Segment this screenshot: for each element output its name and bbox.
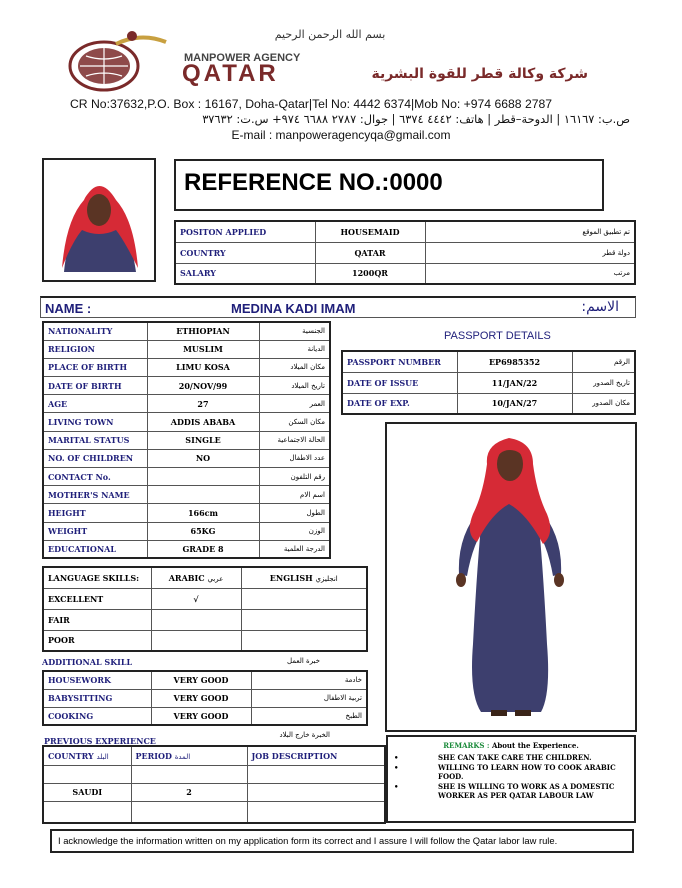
experience-title: PREVIOUS EXPERIENCE bbox=[44, 736, 156, 746]
table-row bbox=[43, 746, 385, 765]
poor-english bbox=[241, 630, 367, 651]
table-row bbox=[43, 431, 330, 449]
exp-period-header-en: PERIOD bbox=[135, 750, 172, 761]
personal-value: 27 bbox=[147, 395, 259, 413]
table-row bbox=[43, 358, 330, 376]
exp-period-cell bbox=[131, 765, 247, 783]
exp-country-header bbox=[43, 746, 131, 765]
personal-label-ar: الطول bbox=[259, 504, 330, 522]
personal-label: EDUCATIONAL bbox=[43, 540, 147, 558]
table-row bbox=[175, 221, 635, 242]
table-row bbox=[43, 783, 385, 801]
table-row bbox=[43, 765, 385, 783]
personal-label: PLACE OF BIRTH bbox=[43, 358, 147, 376]
exp-period-header-ar: المدة bbox=[174, 752, 191, 761]
personal-label: CONTACT No. bbox=[43, 468, 147, 486]
personal-label: NO. OF CHILDREN bbox=[43, 449, 147, 467]
table-row bbox=[342, 351, 635, 372]
personal-label-ar: اسم الام bbox=[259, 486, 330, 504]
exp-period-cell: 2 bbox=[131, 783, 247, 801]
personal-label: LIVING TOWN bbox=[43, 413, 147, 431]
passport-number-value: EP6985352 bbox=[457, 351, 572, 372]
experience-title-ar: الخبرة خارج البلاد bbox=[279, 731, 330, 739]
personal-label: NATIONALITY bbox=[43, 322, 147, 340]
personal-value: LIMU KOSA bbox=[147, 358, 259, 376]
arabic-header-en: ARABIC bbox=[168, 572, 205, 583]
list-item: • SHE IS WILLING TO WORK AS A DOMESTIC WORKER AS PER QATAR LABOUR LAW bbox=[394, 782, 628, 800]
exp-country-header-ar: البلد bbox=[96, 752, 109, 761]
position-label-ar: تم تطبيق الموقع bbox=[425, 221, 635, 242]
personal-label: DATE OF BIRTH bbox=[43, 377, 147, 395]
exp-job-cell bbox=[247, 765, 385, 783]
expiry-date-value: 10/JAN/27 bbox=[457, 393, 572, 414]
personal-label: AGE bbox=[43, 395, 147, 413]
exp-country-cell bbox=[43, 801, 131, 823]
babysitting-label: BABYSITTING bbox=[43, 689, 151, 707]
table-row bbox=[43, 588, 367, 609]
agency-name-qatar: QATAR bbox=[182, 60, 279, 87]
name-bar bbox=[40, 296, 636, 318]
issue-date-ar: تاريخ الصدور bbox=[572, 372, 635, 393]
table-row bbox=[43, 504, 330, 522]
country-value: QATAR bbox=[315, 242, 425, 263]
housework-ar: خادمة bbox=[251, 671, 367, 689]
table-row bbox=[43, 377, 330, 395]
babysitting-value: VERY GOOD bbox=[151, 689, 251, 707]
personal-details-table bbox=[42, 321, 331, 559]
table-row bbox=[175, 263, 635, 284]
table-row bbox=[43, 468, 330, 486]
reference-box bbox=[174, 159, 604, 211]
english-header-ar: انجليزي bbox=[315, 574, 338, 583]
remarks-subtitle: About the Experience. bbox=[491, 741, 579, 750]
additional-skill-table bbox=[42, 670, 368, 726]
personal-label-ar: رقم التلفون bbox=[259, 468, 330, 486]
personal-value: MUSLIM bbox=[147, 340, 259, 358]
exp-country-cell bbox=[43, 765, 131, 783]
personal-value bbox=[147, 486, 259, 504]
remarks-box bbox=[386, 735, 636, 823]
remark-text: WILLING TO LEARN HOW TO COOK ARABIC FOOD. bbox=[438, 763, 616, 781]
excellent-english bbox=[241, 588, 367, 609]
personal-value: 20/NOV/99 bbox=[147, 377, 259, 395]
acknowledgement-text: I acknowledge the information written on my application form its correct and I assure I will follow the Qatar labor law rule. bbox=[58, 835, 558, 846]
table-row bbox=[43, 340, 330, 358]
remark-text: SHE IS WILLING TO WORK AS A DOMESTIC WORKER AS PER QATAR LABOUR LAW bbox=[438, 782, 615, 800]
table-row bbox=[43, 522, 330, 540]
passport-number-label: PASSPORT NUMBER bbox=[342, 351, 457, 372]
english-header-en: ENGLISH bbox=[269, 572, 313, 583]
contact-arabic: ص.ب: ١٦١٦٧ | الدوحة–قطر | هاتف: ٤٤٤٢ ٦٣٧٤ | جوال: ٢٧٨٧ ٦٦٨٨ ٩٧٤+ س.ت: ٣٧٦٣٢ bbox=[202, 112, 630, 126]
personal-value: ADDIS ABABA bbox=[147, 413, 259, 431]
remarks-heading bbox=[394, 741, 628, 750]
babysitting-ar: تربية الاطفال bbox=[251, 689, 367, 707]
issue-date-value: 11/JAN/22 bbox=[457, 372, 572, 393]
table-row bbox=[43, 449, 330, 467]
name-label-ar: الاسم: bbox=[581, 299, 619, 315]
full-body-photo bbox=[385, 422, 637, 732]
level-fair: FAIR bbox=[43, 609, 151, 630]
remark-text: SHE CAN TAKE CARE THE CHILDREN. bbox=[438, 753, 592, 762]
housework-label: HOUSEWORK bbox=[43, 671, 151, 689]
personal-label-ar: تاريخ الميلاد bbox=[259, 377, 330, 395]
table-row bbox=[342, 372, 635, 393]
country-label: COUNTRY bbox=[175, 242, 315, 263]
personal-label-ar: الحالة الاجتماعية bbox=[259, 431, 330, 449]
cooking-ar: الطبخ bbox=[251, 707, 367, 725]
contact-english: CR No:37632,P.O. Box : 16167, Doha-Qatar|Tel No: 4442 6374|Mob No: +974 6688 2787 bbox=[70, 97, 553, 111]
table-row bbox=[43, 413, 330, 431]
salary-label-ar: مرتب bbox=[425, 263, 635, 284]
bismillah-text: بسم الله الرحمن الرحيم bbox=[274, 28, 386, 41]
agency-logo bbox=[66, 28, 178, 96]
personal-label: MOTHER'S NAME bbox=[43, 486, 147, 504]
arabic-header-ar: عربي bbox=[207, 574, 224, 583]
table-row bbox=[43, 671, 367, 689]
exp-country-header-en: COUNTRY bbox=[48, 750, 94, 761]
fair-arabic bbox=[151, 609, 241, 630]
level-excellent: EXCELLENT bbox=[43, 588, 151, 609]
position-value: HOUSEMAID bbox=[315, 221, 425, 242]
table-row bbox=[43, 801, 385, 823]
personal-label-ar: الديانة bbox=[259, 340, 330, 358]
applicant-name: MEDINA KADI IMAM bbox=[231, 301, 356, 316]
additional-skill-title-ar: خبرة العمل bbox=[287, 657, 320, 665]
exp-country-cell: SAUDI bbox=[43, 783, 131, 801]
table-row bbox=[43, 689, 367, 707]
salary-value: 1200QR bbox=[315, 263, 425, 284]
passport-title: PASSPORT DETAILS bbox=[444, 330, 551, 342]
expiry-date-ar: مكان الصدور bbox=[572, 393, 635, 414]
personal-label-ar: عدد الاطفال bbox=[259, 449, 330, 467]
table-row bbox=[43, 567, 367, 588]
remarks-title: REMARKS : bbox=[443, 741, 490, 750]
personal-value bbox=[147, 468, 259, 486]
personal-label: WEIGHT bbox=[43, 522, 147, 540]
experience-table bbox=[42, 745, 386, 824]
personal-label-ar: مكان السكن bbox=[259, 413, 330, 431]
portrait-photo bbox=[42, 158, 156, 282]
level-poor: POOR bbox=[43, 630, 151, 651]
salary-label: SALARY bbox=[175, 263, 315, 284]
reference-number: REFERENCE NO.:0000 bbox=[184, 169, 443, 196]
table-row bbox=[43, 486, 330, 504]
table-row bbox=[175, 242, 635, 263]
table-row bbox=[43, 707, 367, 725]
table-row bbox=[43, 395, 330, 413]
table-row bbox=[43, 540, 330, 558]
arabic-header bbox=[151, 567, 241, 588]
country-label-ar: دولة قطر bbox=[425, 242, 635, 263]
personal-label: HEIGHT bbox=[43, 504, 147, 522]
personal-label-ar: مكان الميلاد bbox=[259, 358, 330, 376]
agency-name-arabic: شركة وكالة قطر للقوة البشرية bbox=[371, 66, 588, 82]
poor-arabic bbox=[151, 630, 241, 651]
list-item: • WILLING TO LEARN HOW TO COOK ARABIC FOOD. bbox=[394, 763, 628, 781]
cooking-value: VERY GOOD bbox=[151, 707, 251, 725]
personal-label-ar: الجنسية bbox=[259, 322, 330, 340]
personal-label-ar: العمر bbox=[259, 395, 330, 413]
personal-label: MARITAL STATUS bbox=[43, 431, 147, 449]
language-table bbox=[42, 566, 368, 652]
table-row bbox=[43, 322, 330, 340]
email: E-mail : manpoweragencyqa@gmail.com bbox=[231, 128, 451, 142]
exp-period-cell bbox=[131, 801, 247, 823]
name-label: NAME : bbox=[45, 301, 92, 316]
fair-english bbox=[241, 609, 367, 630]
issue-date-label: DATE OF ISSUE bbox=[342, 372, 457, 393]
agency-name-top: MANPOWER AGENCY bbox=[184, 52, 301, 64]
exp-period-header bbox=[131, 746, 247, 765]
personal-value: SINGLE bbox=[147, 431, 259, 449]
personal-value: ETHIOPIAN bbox=[147, 322, 259, 340]
language-skills-header: LANGUAGE SKILLS: bbox=[43, 567, 151, 588]
exp-job-cell bbox=[247, 801, 385, 823]
personal-value: GRADE 8 bbox=[147, 540, 259, 558]
exp-job-cell bbox=[247, 783, 385, 801]
position-table bbox=[174, 220, 636, 285]
personal-value: 166cm bbox=[147, 504, 259, 522]
passport-table bbox=[341, 350, 636, 415]
expiry-date-label: DATE OF EXP. bbox=[342, 393, 457, 414]
housework-value: VERY GOOD bbox=[151, 671, 251, 689]
cooking-label: COOKING bbox=[43, 707, 151, 725]
table-row bbox=[342, 393, 635, 414]
remarks-list bbox=[394, 753, 628, 800]
personal-label-ar: الوزن bbox=[259, 522, 330, 540]
acknowledgement-box bbox=[50, 829, 634, 853]
english-header bbox=[241, 567, 367, 588]
excellent-arabic: √ bbox=[151, 588, 241, 609]
position-label: POSITON APPLIED bbox=[175, 221, 315, 242]
additional-skill-title: ADDITIONAL SKILL bbox=[42, 657, 133, 667]
personal-value: NO bbox=[147, 449, 259, 467]
personal-label-ar: الدرجة العلمية bbox=[259, 540, 330, 558]
table-row bbox=[43, 609, 367, 630]
exp-job-header: JOB DESCRIPTION bbox=[247, 746, 385, 765]
personal-value: 65KG bbox=[147, 522, 259, 540]
personal-label: RELIGION bbox=[43, 340, 147, 358]
passport-number-ar: الرقم bbox=[572, 351, 635, 372]
list-item: • SHE CAN TAKE CARE THE CHILDREN. bbox=[394, 753, 592, 762]
table-row bbox=[43, 630, 367, 651]
